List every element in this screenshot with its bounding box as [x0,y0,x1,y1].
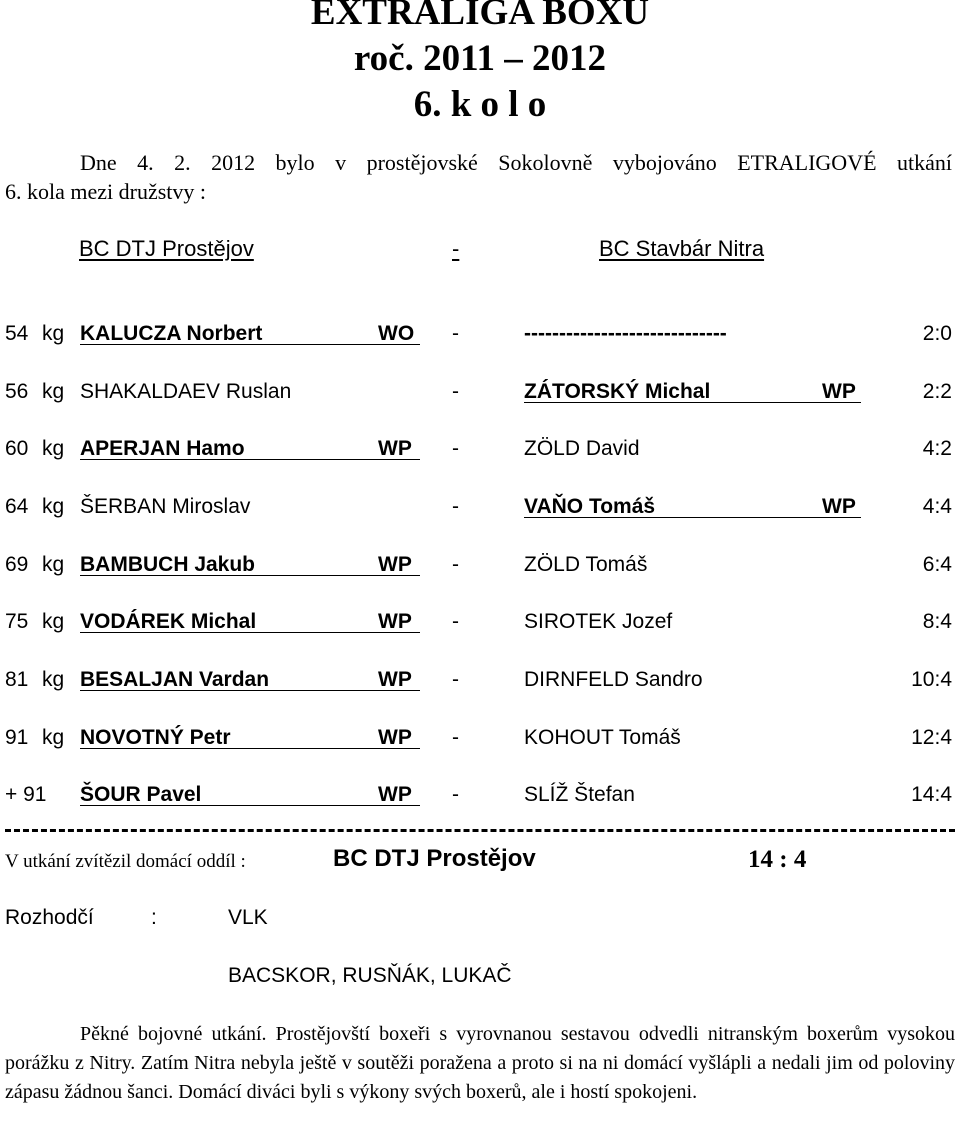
bout-score [911,726,952,750]
bout-away-result: WP [822,495,856,518]
referee-label: Rozhodčí [5,906,94,929]
bout-score [911,783,952,807]
bout-row [0,437,960,465]
bout-home-boxer-text: ŠOUR Pavel [80,784,420,806]
bout-separator [452,322,459,346]
bout-row [0,322,960,350]
bout-weight-text: 64 [5,495,29,518]
referee-colon: : [151,906,157,929]
bout-weight [5,553,28,577]
bout-separator-text: - [452,495,459,518]
bout-weight-text: 69 [5,553,29,576]
away-team-name: BC Stavbár Nitra [599,236,765,261]
bout-weight-text: + 91 [5,783,47,806]
bout-home-boxer [80,495,250,519]
bout-home-boxer-text: NOVOTNÝ Petr [80,727,420,749]
document-title: EXTRALIGA BOXU [310,0,650,33]
bout-separator-text: - [452,783,459,806]
bout-away-boxer-text: ZÖLD Tomáš [524,553,648,576]
bout-score [923,322,952,346]
bout-score [923,437,952,461]
bout-away-boxer [524,726,681,750]
bout-home-boxer [80,783,420,807]
bout-away-boxer [524,668,703,692]
bout-away-boxer [524,610,672,634]
summary-winner: BC DTJ Prostějov [333,845,536,872]
bout-weight-text: 91 [5,726,29,749]
bout-home-result: WP [378,437,412,460]
bout-weight-text: 81 [5,668,29,691]
bout-separator [452,668,459,692]
bout-weight-text: 56 [5,380,29,403]
bout-separator-text: - [452,668,459,691]
bout-separator-text: - [452,726,459,749]
bout-weight-unit-text: kg [42,610,65,633]
bout-score-text: 14:4 [911,783,952,806]
bout-weight-text: 54 [5,322,29,345]
bout-away-boxer-text: ZÖLD David [524,437,640,460]
bout-score-text: 10:4 [911,668,952,691]
bout-weight-unit [42,610,64,634]
bout-row [0,610,960,638]
bout-home-boxer-text: VODÁREK Michal [80,611,420,633]
bout-score [923,495,952,519]
bout-weight-unit-text: kg [42,668,65,691]
referee-name: VLK [228,906,268,929]
bout-score-text: 8:4 [922,610,952,633]
bout-separator-text: - [452,380,459,403]
bout-home-boxer [80,726,420,750]
bout-score [923,380,952,404]
summary-prefix: V utkání zvítězil domácí oddíl : [5,851,246,872]
bout-home-boxer-text: KALUCZA Norbert [80,323,420,345]
bout-row [0,380,960,408]
bout-separator [452,610,459,634]
bout-separator-text: - [452,322,459,345]
bout-weight-unit-text: kg [42,495,65,518]
bout-separator [452,553,459,577]
bout-home-result: WO [378,322,415,345]
bout-score-text: 6:4 [922,553,952,576]
bout-weight [5,437,28,461]
bout-weight-unit [42,495,64,519]
season-heading: roč. 2011 – 2012 [353,38,607,79]
bout-weight [5,783,46,807]
bout-weight-unit [42,322,64,346]
bout-weight-unit [42,553,64,577]
bout-away-boxer [524,553,647,577]
bout-row [0,668,960,696]
teams-separator: - [452,236,460,261]
bout-away-boxer-text: KOHOUT Tomáš [524,726,681,749]
bout-separator [452,437,459,461]
judges-names: BACSKOR, RUSŇÁK, LUKAČ [228,964,512,987]
bout-row [0,553,960,581]
separator-dashes [5,829,955,832]
bout-score-text: 2:2 [922,380,952,403]
bout-separator [452,783,459,807]
bout-away-boxer-text: SLÍŽ Štefan [524,783,635,806]
bout-weight [5,610,28,634]
final-score: 14 : 4 [748,846,807,873]
bout-row [0,783,960,811]
bout-weight-unit [42,668,64,692]
bout-away-boxer [524,322,727,346]
bout-weight-unit [42,726,64,750]
bout-home-boxer-text: ŠERBAN Miroslav [80,495,251,518]
bout-home-result: WP [378,726,412,749]
bout-home-boxer-text: APERJAN Hamo [80,438,420,460]
bout-home-boxer-text: BAMBUCH Jakub [80,554,420,576]
bout-home-result: WP [378,553,412,576]
bout-weight [5,322,28,346]
bout-weight-unit [42,380,64,404]
bout-home-result: WP [378,610,412,633]
bout-home-boxer [80,437,420,461]
bout-away-boxer-text: DIRNFELD Sandro [524,668,703,691]
bout-weight [5,668,28,692]
bout-home-result: WP [378,668,412,691]
intro-line-2: 6. kola mezi družstvy : [5,179,207,204]
bout-weight [5,495,28,519]
bout-row [0,726,960,754]
bout-weight [5,380,28,404]
bout-weight-unit-text: kg [42,726,65,749]
bout-separator-text: - [452,610,459,633]
bout-away-boxer-text: ZÁTORSKÝ Michal [524,381,861,403]
bout-home-boxer [80,668,420,692]
bout-away-boxer [524,783,635,807]
intro-line-1: Dne 4. 2. 2012 bylo v prostějovské Sokolovně vybojováno ETRALIGOVÉ utkání [80,150,952,175]
bout-weight-unit-text: kg [42,553,65,576]
bout-score-text: 4:4 [922,495,952,518]
bout-weight-unit-text: kg [42,322,65,345]
bout-home-boxer [80,610,420,634]
bout-score-text: 2:0 [922,322,952,345]
bout-home-boxer-text: BESALJAN Vardan [80,669,420,691]
bout-separator [452,380,459,404]
bout-score [911,668,952,692]
bout-weight-unit-text: kg [42,437,65,460]
bout-away-boxer [524,380,861,404]
bout-separator-text: - [452,437,459,460]
bout-row [0,495,960,523]
bout-separator-text: - [452,553,459,576]
bout-weight-unit-text: kg [42,380,65,403]
bout-separator [452,495,459,519]
bout-score [923,553,952,577]
bout-away-boxer-text: VAŇO Tomáš [524,496,861,518]
bout-away-boxer [524,495,861,519]
bout-score-text: 4:2 [922,437,952,460]
bout-weight-unit [42,437,64,461]
bout-away-boxer-text: SIROTEK Jozef [524,610,673,633]
match-report: Pěkné bojovné utkání. Prostějovští boxeři s vyrovnanou sestavou odvedli nitranským boxerům vysokou porážku z Nitry. Zatím Nitra nebyla ještě v soutěži poražena a proto si na ni domácí vyšlápli a nedali jim od poloviny zápasu žádnou šanci. Domácí diváci byli s výkony svých boxerů, ale i hostí spokojeni. [5,1023,955,1103]
bout-weight [5,726,28,750]
bout-weight-text: 75 [5,610,29,633]
bout-weight-text: 60 [5,437,29,460]
bout-home-boxer [80,553,420,577]
bout-score-text: 12:4 [911,726,952,749]
bout-home-boxer [80,322,420,346]
bout-score [923,610,952,634]
home-team-name: BC DTJ Prostějov [79,236,254,261]
bout-home-result: WP [378,783,412,806]
bout-home-boxer-text: SHAKALDAEV Ruslan [80,380,292,403]
bout-away-boxer [524,437,640,461]
bout-away-result: WP [822,380,856,403]
bout-separator [452,726,459,750]
round-heading: 6. k o l o [413,84,547,125]
bout-away-boxer-text: ----------------------------- [524,322,727,345]
bout-home-boxer [80,380,291,404]
